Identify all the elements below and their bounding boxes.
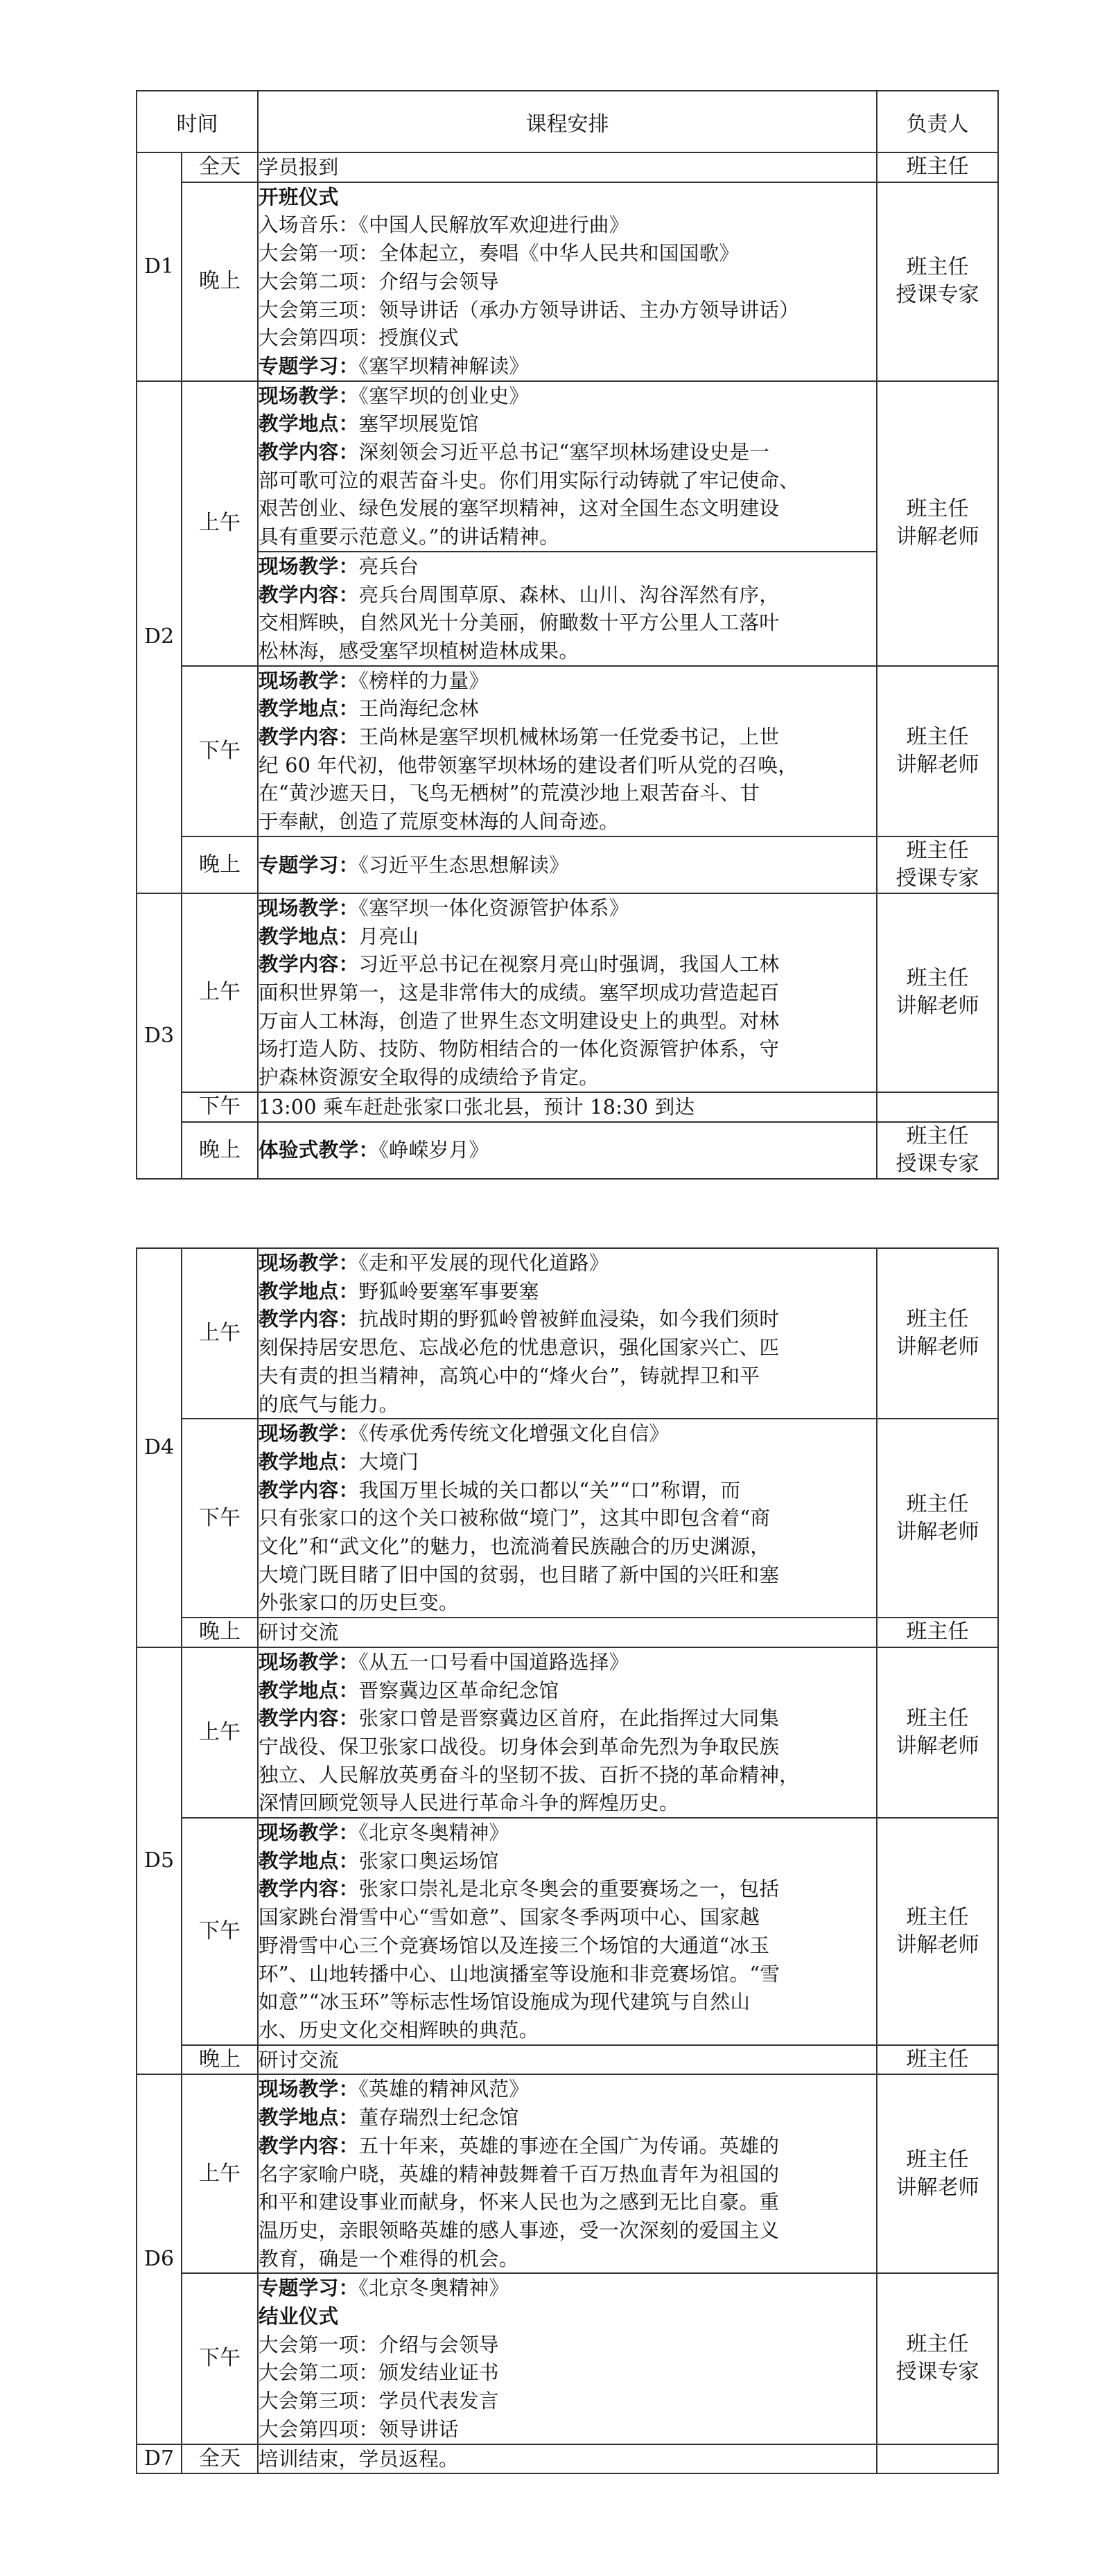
course-line-text: 于奉献，创造了荒原变林海的人间奇迹。	[259, 809, 620, 834]
owner-cell	[877, 1618, 998, 1647]
course-line	[259, 2046, 876, 2074]
course-line-text: 野狐岭要塞军事要塞	[358, 1279, 539, 1303]
course-line-text: 《北京冬奥精神》	[358, 1821, 509, 1845]
header-time: 时间	[137, 91, 258, 152]
course-line	[259, 296, 876, 324]
course-line	[259, 779, 876, 807]
course-line	[259, 1875, 876, 1903]
owner-name: 班主任	[906, 1706, 969, 1731]
course-line	[259, 2075, 876, 2103]
course-line	[259, 1448, 876, 1476]
owner-name: 讲解老师	[896, 752, 979, 777]
course-line-text: 刻保持居安思危、忘战必危的忧患意识，强化国家兴亡、匹	[259, 1335, 780, 1360]
course-line-text: 野滑雪中心三个竞赛场馆以及连接三个场馆的大通道“冰玉	[259, 1933, 770, 1957]
course-content-cell	[258, 2045, 877, 2075]
owner-name: 班主任	[906, 1491, 969, 1516]
day-cell: D4	[137, 1248, 182, 1647]
day-cell: D3	[137, 893, 182, 1179]
schedule-row	[137, 182, 998, 381]
course-line-text: 培训结束，学员返程。	[259, 2446, 459, 2471]
owner-cell	[877, 2045, 998, 2075]
course-line	[259, 807, 876, 836]
owner-name: 讲解老师	[896, 1932, 979, 1957]
course-line-label: 教学地点：	[259, 1848, 359, 1873]
course-line	[259, 1504, 876, 1532]
owner-name: 班主任	[906, 1904, 969, 1929]
course-line	[259, 1007, 876, 1035]
course-line-text: 大会第三项：领导讲话（承办方领导讲话、主办方领导讲话）	[259, 297, 800, 322]
schedule-body-part-2	[137, 1248, 998, 2473]
owner-cell	[877, 1419, 998, 1618]
time-slot-cell: 晚上	[182, 1122, 258, 1179]
course-line-text: 深情回顾党领导人民进行革命斗争的辉煌历史。	[259, 1791, 679, 1815]
course-line-text: 《走和平发展的现代化道路》	[358, 1251, 609, 1274]
course-line-text: 13:00 乘车赶赴张家口张北县，预计 18:30 到达	[259, 1094, 695, 1119]
course-line-text: 大境门既目睹了旧中国的贫弱，也目睹了新中国的兴旺和塞	[259, 1562, 780, 1586]
course-line	[259, 1333, 876, 1362]
time-slot-cell: 下午	[182, 1092, 258, 1122]
course-line-label: 教学内容：	[259, 1706, 359, 1731]
course-line	[259, 1588, 876, 1617]
course-line-text: 塞罕坝展览馆	[358, 412, 479, 436]
course-line-text: 《塞罕坝的创业史》	[358, 383, 530, 408]
time-slot-cell: 下午	[182, 1818, 258, 2045]
course-content-cell	[258, 1647, 877, 1818]
course-line-text: 温历史，亲眼领略英雄的感人事迹，受一次深刻的爱国主义	[259, 2218, 780, 2242]
course-line-label: 现场教学：	[259, 383, 359, 408]
course-line	[259, 1532, 876, 1561]
course-line	[259, 751, 876, 780]
owner-cell	[877, 836, 998, 893]
course-line-label: 现场教学：	[259, 668, 359, 692]
course-line-text: 抗战时期的野狐岭曾被鲜血浸染，如今我们须时	[358, 1307, 780, 1331]
course-line-label: 教学内容：	[259, 1877, 359, 1901]
course-line	[259, 2445, 876, 2473]
course-line	[259, 894, 876, 922]
course-line-text: 《塞罕坝精神解读》	[358, 353, 530, 378]
course-line-label: 教学地点：	[259, 412, 359, 436]
course-line	[259, 153, 876, 182]
owner-name: 讲解老师	[896, 1519, 979, 1544]
course-line-text: 的底气与能力。	[259, 1392, 399, 1416]
course-line	[259, 1733, 876, 1761]
schedule-row	[137, 2273, 998, 2444]
schedule-row	[137, 1248, 998, 1419]
time-slot-cell: 全天	[182, 152, 258, 182]
time-slot-cell: 晚上	[182, 1618, 258, 1647]
course-line-label: 专题学习：	[259, 353, 359, 378]
course-line-text: 《习近平生态思想解读》	[358, 852, 570, 877]
course-line-text: 艰苦创业、绿色发展的塞罕坝精神，这对全国生态文明建设	[259, 496, 780, 520]
owner-name: 班主任	[906, 255, 969, 280]
course-line-label: 现场教学：	[259, 2077, 359, 2101]
owner-name: 班主任	[906, 155, 969, 179]
schedule-body-part-1	[137, 152, 998, 1179]
course-line-text: 松林海，感受塞罕坝植树造林成果。	[259, 638, 579, 663]
course-line	[259, 2132, 876, 2160]
course-content-cell	[258, 152, 877, 182]
course-line	[259, 1988, 876, 2016]
course-line-text: 研讨交流	[259, 1620, 339, 1645]
owner-name: 讲解老师	[896, 1733, 979, 1758]
time-slot-cell: 上午	[182, 381, 258, 666]
owner-cell	[877, 1818, 998, 2045]
course-line-text: 大会第一项：全体起立，奏唱《中华人民共和国国歌》	[259, 241, 740, 265]
course-content-cell	[258, 182, 877, 381]
owner-cell	[877, 2074, 998, 2273]
owner-name: 班主任	[906, 1620, 969, 1645]
course-line-label: 现场教学：	[259, 1251, 359, 1274]
course-line-text: 文化”和“武文化”的魅力，也流淌着民族融合的历史渊源，	[259, 1534, 771, 1559]
schedule-row	[137, 1818, 998, 2045]
course-line-label: 专题学习：	[259, 2276, 359, 2300]
course-line-text: 五十年来，英雄的事迹在全国广为传诵。英雄的	[358, 2133, 780, 2157]
time-slot-cell: 下午	[182, 2273, 258, 2444]
course-line-text: 交相辉映，自然风光十分美丽，俯瞰数十平方公里人工落叶	[259, 611, 780, 635]
course-line-text: 大会第二项：颁发结业证书	[259, 2360, 499, 2385]
course-line-text: 大会第四项：授旗仪式	[259, 326, 459, 350]
course-line	[259, 1561, 876, 1589]
course-line	[259, 352, 876, 380]
course-line	[259, 1035, 876, 1063]
schedule-table-part-1	[136, 90, 999, 1180]
course-line-text: 《从五一口号看中国道路选择》	[358, 1649, 629, 1674]
course-line	[259, 552, 876, 581]
course-line-label: 专题学习：	[259, 852, 359, 877]
course-line-text: 大会第一项：介绍与会领导	[259, 2332, 499, 2356]
course-line	[259, 694, 876, 723]
course-line-label: 教学内容：	[259, 725, 359, 749]
course-line-text: 董存瑞烈士纪念馆	[358, 2105, 519, 2130]
course-content-cell	[258, 1092, 877, 1122]
course-line	[259, 1305, 876, 1333]
course-line-label: 现场教学：	[259, 1649, 359, 1674]
schedule-table-part-2	[136, 1247, 999, 2474]
course-line	[259, 1676, 876, 1705]
course-line	[259, 382, 876, 410]
owner-cell	[877, 2273, 998, 2444]
owner-name: 授课专家	[896, 866, 979, 891]
course-line-text: 场打造人防、技防、物防相结合的一体化资源管护体系，守	[259, 1037, 780, 1061]
course-line	[259, 2188, 876, 2216]
course-line-label: 教学地点：	[259, 2105, 359, 2130]
course-line-text: 外张家口的历史巨变。	[259, 1591, 459, 1615]
course-line-text: 《榜样的力量》	[358, 668, 489, 692]
owner-name: 授课专家	[896, 1151, 979, 1176]
course-line	[259, 1618, 876, 1647]
owner-cell	[877, 1122, 998, 1179]
course-line-text: 张家口崇礼是北京冬奥会的重要赛场之一，包括	[358, 1877, 780, 1901]
owner-cell	[877, 666, 998, 836]
course-line	[259, 2216, 876, 2245]
course-line	[259, 1390, 876, 1419]
course-content-cell	[258, 2273, 877, 2444]
time-slot-cell: 上午	[182, 1248, 258, 1419]
schedule-row	[137, 552, 998, 666]
course-line-text: 王尚林是塞罕坝机械林场第一任党委书记，上世	[358, 725, 780, 749]
course-line-text: 只有张家口的这个关口被称做“境门”，这其中即包含着“商	[259, 1506, 771, 1530]
course-line	[259, 667, 876, 695]
day-cell: D7	[137, 2444, 182, 2474]
course-line	[259, 211, 876, 239]
schedule-row	[137, 2444, 998, 2474]
owner-name: 班主任	[906, 2332, 969, 2357]
time-slot-cell: 晚上	[182, 836, 258, 893]
course-line	[259, 2331, 876, 2359]
course-line-label: 教学内容：	[259, 440, 359, 464]
course-line-text: 《塞罕坝一体化资源管护体系》	[358, 895, 629, 920]
course-line	[259, 1249, 876, 1277]
course-line	[259, 581, 876, 609]
course-line-text: 学员报到	[259, 155, 339, 179]
course-content-cell	[258, 2074, 877, 2273]
course-line-label: 教学内容：	[259, 1307, 359, 1331]
course-line-text: 入场音乐：《中国人民解放军欢迎进行曲》	[259, 213, 629, 237]
schedule-row	[137, 1092, 998, 1122]
schedule-row	[137, 1647, 998, 1818]
course-content-cell	[258, 1248, 877, 1419]
course-line-text: 国家跳台滑雪中心“雪如意”、国家冬季两项中心、国家越	[259, 1905, 760, 1929]
course-line-text: 我国万里长城的关口都以“关”“口”称谓，而	[358, 1478, 741, 1502]
course-line-text: 深刻领会习近平总书记“塞罕坝林场建设史是一	[358, 440, 770, 464]
schedule-row	[137, 893, 998, 1092]
course-line-text: 《北京冬奥精神》	[358, 2276, 509, 2300]
course-line	[259, 324, 876, 352]
course-line-text: 大会第二项：介绍与会领导	[259, 269, 499, 293]
course-line	[259, 1362, 876, 1390]
course-line-label: 教学内容：	[259, 2133, 359, 2157]
course-line-text: 宁战役、保卫张家口战役。切身体会到革命先烈为争取民族	[259, 1734, 780, 1758]
time-slot-cell: 下午	[182, 1419, 258, 1618]
course-line	[259, 1476, 876, 1505]
course-line	[259, 1931, 876, 1960]
course-line	[259, 1093, 876, 1121]
course-content-cell	[258, 893, 877, 1092]
course-line-label: 教学地点：	[259, 1279, 359, 1303]
course-line-text: 习近平总书记在视察月亮山时强调，我国人工林	[358, 952, 780, 976]
course-line-text: 具有重要示范意义。”的讲话精神。	[259, 525, 560, 549]
owner-cell	[877, 1248, 998, 1419]
schedule-row	[137, 2074, 998, 2273]
course-line	[259, 2160, 876, 2189]
owner-cell	[877, 152, 998, 182]
time-slot-cell: 晚上	[182, 182, 258, 381]
course-line	[259, 183, 876, 211]
owner-name: 班主任	[906, 1307, 969, 1332]
owner-name: 班主任	[906, 2047, 969, 2072]
schedule-row	[137, 2045, 998, 2075]
course-line-text: 《传承优秀传统文化增强文化自信》	[358, 1421, 670, 1446]
course-line	[259, 851, 876, 879]
course-line-text: 如意”“冰玉环”等标志性场馆设施成为现代建筑与自然山	[259, 1990, 751, 2014]
course-content-cell	[258, 1122, 877, 1179]
course-line	[259, 2016, 876, 2044]
course-line	[259, 1789, 876, 1817]
course-line-text: 晋察冀边区革命纪念馆	[358, 1678, 559, 1702]
schedule-row	[137, 836, 998, 893]
course-line-text: 水、历史文化交相辉映的典范。	[259, 2017, 539, 2042]
course-line-label: 现场教学：	[259, 554, 359, 578]
course-line-text: 万亩人工林海，创造了世界生态文明建设史上的典型。对林	[259, 1008, 780, 1033]
owner-name: 班主任	[906, 2147, 969, 2172]
course-line	[259, 494, 876, 523]
course-line-text: 月亮山	[358, 924, 419, 948]
course-line	[259, 239, 876, 268]
day-cell: D2	[137, 381, 182, 893]
course-content-cell	[258, 552, 877, 666]
course-line	[259, 1847, 876, 1875]
course-line-text: 大境门	[358, 1449, 419, 1473]
day-cell: D5	[137, 1647, 182, 2075]
owner-cell	[877, 182, 998, 381]
time-slot-cell: 上午	[182, 893, 258, 1092]
schedule-row	[137, 1122, 998, 1179]
header-course: 课程安排	[258, 91, 877, 152]
course-line	[259, 2387, 876, 2415]
course-line-text: 面积世界第一，这是非常伟大的成绩。塞罕坝成功营造起百	[259, 980, 780, 1004]
course-line	[259, 1761, 876, 1789]
owner-name: 班主任	[906, 1123, 969, 1148]
course-line-label: 结业仪式	[259, 2304, 339, 2329]
schedule-row	[137, 152, 998, 182]
course-line-label: 现场教学：	[259, 1421, 359, 1446]
course-content-cell	[258, 666, 877, 836]
course-line-text: 环”、山地转播中心、山地演播室等设施和非竞赛场馆。“雪	[259, 1961, 780, 1986]
owner-cell	[877, 1092, 998, 1122]
day-cell: D6	[137, 2074, 182, 2444]
course-line	[259, 979, 876, 1007]
course-line-text: 教育，确是一个难得的机会。	[259, 2246, 519, 2270]
course-line-text: 在“黄沙遮天日，飞鸟无栖树”的荒漠沙地上艰苦奋斗、甘	[259, 781, 760, 805]
course-line-label: 教学内容：	[259, 1478, 359, 1502]
owner-cell	[877, 2444, 998, 2474]
owner-name: 授课专家	[896, 2360, 979, 2385]
course-line	[259, 2245, 876, 2273]
course-line-label: 教学地点：	[259, 924, 359, 948]
course-line-text: 大会第三项：学员代表发言	[259, 2389, 499, 2413]
course-line-text: 和平和建设事业而献身，怀来人民也为之感到无比自豪。重	[259, 2190, 780, 2214]
course-line-text: 大会第四项：领导讲话	[259, 2417, 459, 2441]
time-slot-cell: 上午	[182, 2074, 258, 2273]
course-line	[259, 1419, 876, 1448]
course-line	[259, 2415, 876, 2444]
course-line-text: 《峥嵘岁月》	[378, 1138, 489, 1162]
owner-cell	[877, 1647, 998, 1818]
day-cell: D1	[137, 152, 182, 381]
time-slot-cell: 全天	[182, 2444, 258, 2474]
course-line-label: 现场教学：	[259, 1821, 359, 1845]
time-slot-cell: 下午	[182, 666, 258, 836]
owner-name: 班主任	[906, 838, 969, 863]
owner-name: 讲解老师	[896, 525, 979, 550]
owner-name: 讲解老师	[896, 1335, 979, 1360]
course-line	[259, 1960, 876, 1988]
course-line	[259, 1819, 876, 1847]
owner-name: 班主任	[906, 966, 969, 991]
course-content-cell	[258, 1818, 877, 2045]
course-line-label: 现场教学：	[259, 895, 359, 920]
course-line-text: 纪 60 年代初，他带领塞罕坝林场的建设者们听从党的召唤，	[259, 753, 798, 777]
course-line	[259, 466, 876, 495]
course-line	[259, 523, 876, 551]
course-line	[259, 637, 876, 665]
owner-name: 班主任	[906, 724, 969, 749]
course-line	[259, 1136, 876, 1164]
course-line-text: 名字家喻户晓，英雄的精神鼓舞着千百万热血青年为祖国的	[259, 2162, 780, 2186]
owner-cell	[877, 893, 998, 1092]
course-line-label: 教学地点：	[259, 1449, 359, 1473]
schedule-row	[137, 1618, 998, 1647]
course-line	[259, 2274, 876, 2302]
course-line-text: 张家口曾是晋察冀边区首府，在此指挥过大同集	[358, 1706, 780, 1731]
time-slot-cell: 晚上	[182, 2045, 258, 2075]
course-line-text: 王尚海纪念林	[358, 696, 479, 721]
time-slot-cell: 上午	[182, 1647, 258, 1818]
course-line-label: 教学内容：	[259, 582, 359, 606]
course-line	[259, 950, 876, 979]
course-line-label: 开班仪式	[259, 184, 339, 209]
course-line-label: 体验式教学：	[259, 1138, 379, 1162]
course-content-cell	[258, 1419, 877, 1618]
course-line	[259, 438, 876, 466]
schedule-row	[137, 666, 998, 836]
course-line	[259, 410, 876, 438]
owner-name: 讲解老师	[896, 994, 979, 1019]
schedule-row	[137, 1419, 998, 1618]
course-line	[259, 1277, 876, 1306]
course-line-text: 独立、人民解放英勇奋斗的坚韧不拔、百折不挠的革命精神，	[259, 1762, 800, 1787]
course-line	[259, 723, 876, 751]
owner-name: 授课专家	[896, 283, 979, 308]
course-line-text: 夫有责的担当精神，高筑心中的“烽火台”，铸就捍卫和平	[259, 1363, 760, 1387]
course-line	[259, 2302, 876, 2331]
owner-cell	[877, 381, 998, 666]
course-content-cell	[258, 1618, 877, 1647]
owner-name: 班主任	[906, 497, 969, 522]
course-content-cell	[258, 836, 877, 893]
course-content-cell	[258, 381, 877, 552]
header-owner: 负责人	[877, 91, 998, 152]
course-line	[259, 2103, 876, 2132]
schedule-row	[137, 381, 998, 552]
course-line-text: 部可歌可泣的艰苦奋斗史。你们用实际行动铸就了牢记使命、	[259, 468, 800, 492]
course-line-text: 亮兵台	[358, 554, 419, 578]
course-line	[259, 1704, 876, 1733]
course-line-text: 《英雄的精神风范》	[358, 2077, 530, 2101]
course-line	[259, 1063, 876, 1092]
course-line	[259, 268, 876, 296]
course-line	[259, 922, 876, 951]
course-line-label: 教学内容：	[259, 952, 359, 976]
course-line-text: 张家口奥运场馆	[358, 1848, 499, 1873]
course-line-text: 亮兵台周围草原、森林、山川、沟谷浑然有序，	[358, 582, 780, 606]
course-line	[259, 1648, 876, 1676]
course-content-cell	[258, 2444, 877, 2474]
course-line	[259, 2358, 876, 2387]
owner-name: 讲解老师	[896, 2175, 979, 2200]
course-line-label: 教学地点：	[259, 696, 359, 721]
course-line-text: 研讨交流	[259, 2047, 339, 2071]
course-line	[259, 1903, 876, 1931]
course-line-text: 护森林资源安全取得的成绩给予肯定。	[259, 1065, 600, 1089]
course-line-label: 教学地点：	[259, 1678, 359, 1702]
course-line	[259, 608, 876, 637]
